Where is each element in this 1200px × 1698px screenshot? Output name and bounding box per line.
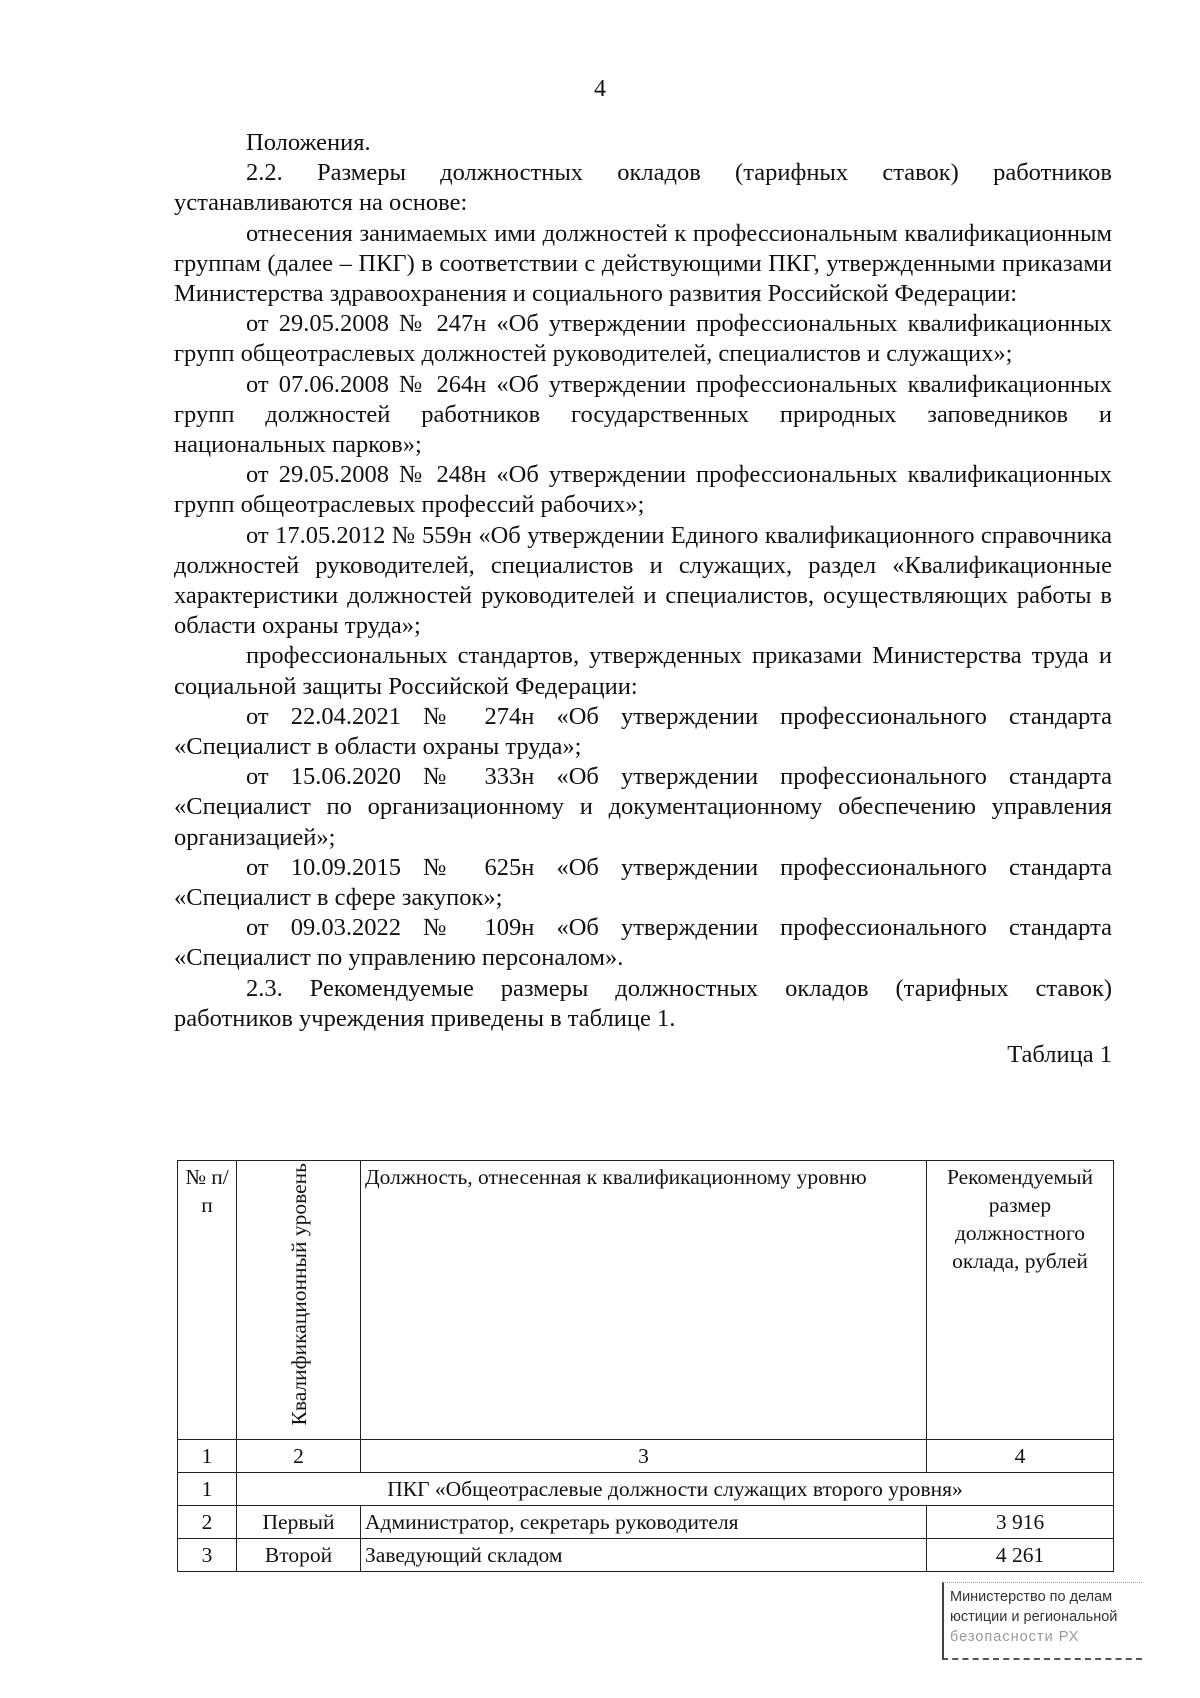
row-level: Первый bbox=[237, 1505, 361, 1538]
table-row bbox=[178, 1538, 1114, 1571]
header-salary: Рекомендуемый размер должностного оклада, рублей bbox=[927, 1161, 1114, 1440]
row-position: Заведующий складом bbox=[361, 1538, 927, 1571]
paragraph: от 10.09.2015 № 625н «Об утверждении профессионального стандарта «Специалист в сфере закупок»; bbox=[174, 853, 1112, 912]
row-salary: 3 916 bbox=[927, 1505, 1114, 1538]
paragraph: от 15.06.2020 № 333н «Об утверждении профессионального стандарта «Специалист по организационному и документационному обеспечению управления организацией»; bbox=[174, 763, 1112, 851]
registration-stamp bbox=[942, 1582, 1142, 1660]
paragraph: от 17.05.2012 № 559н «Об утверждении Единого квалификационного справочника должностей руководителей, специалистов и служащих, раздел «Квалификационные характеристики должностей руководителей и специалистов, осуществляющих работы в области охраны труда»; bbox=[174, 521, 1112, 640]
stamp-line: юстиции и региональной bbox=[950, 1609, 1118, 1625]
col-number: 1 bbox=[178, 1439, 237, 1472]
paragraph: отнесения занимаемых ими должностей к профессиональным квалификационным группам (далее – ПКГ) в соответствии с действующими ПКГ, утвержденными приказами Министерства здравоохранения и социального развития Российской Федерации: bbox=[174, 219, 1112, 308]
header-position: Должность, отнесенная к квалификационному уровню bbox=[361, 1161, 927, 1440]
group-row bbox=[178, 1472, 1114, 1505]
body-text bbox=[174, 128, 1112, 1070]
column-numbers-row bbox=[178, 1439, 1114, 1472]
paragraph: от 09.03.2022 № 109н «Об утверждении профессионального стандарта «Специалист по управлению персоналом». bbox=[174, 914, 1112, 972]
page-number: 4 bbox=[594, 76, 606, 102]
paragraph: от 22.04.2021 № 274н «Об утверждении профессионального стандарта «Специалист в области охраны труда»; bbox=[174, 702, 1112, 761]
paragraph: 2.3. Рекомендуемые размеры должностных окладов (тарифных ставок) работников учреждения приведены в таблице 1. bbox=[174, 974, 1112, 1032]
row-num: 2 bbox=[178, 1505, 237, 1538]
paragraph: 2.2. Размеры должностных окладов (тарифных ставок) работников устанавливаются на основе: bbox=[174, 159, 1112, 217]
table-caption: Таблица 1 bbox=[1007, 1041, 1112, 1069]
col-number: 2 bbox=[237, 1439, 361, 1472]
col-number: 3 bbox=[361, 1439, 927, 1472]
row-num: 3 bbox=[178, 1538, 237, 1571]
paragraph: от 07.06.2008 № 264н «Об утверждении профессиональных квалификационных групп должностей работников государственных природных заповедников и национальных парков»; bbox=[174, 370, 1112, 459]
paragraph: профессиональных стандартов, утвержденных приказами Министерства труда и социальной защиты Российской Федерации: bbox=[174, 642, 1112, 700]
header-level-text: Квалификационный уровень bbox=[286, 1163, 311, 1426]
header-num: № п/п bbox=[178, 1161, 237, 1440]
row-level: Второй bbox=[237, 1538, 361, 1571]
row-salary: 4 261 bbox=[927, 1538, 1114, 1571]
stamp-line: безопасности РХ bbox=[950, 1629, 1080, 1645]
header-level bbox=[237, 1161, 361, 1440]
col-number: 4 bbox=[927, 1439, 1114, 1472]
group-title: ПКГ «Общеотраслевые должности служащих второго уровня» bbox=[237, 1472, 1114, 1505]
group-num: 1 bbox=[178, 1472, 237, 1505]
table-header-row bbox=[178, 1161, 1114, 1440]
stamp-line: Министерство по делам bbox=[950, 1589, 1113, 1605]
paragraph: от 29.05.2008 № 248н «Об утверждении профессиональных квалификационных групп общеотраслевых профессий рабочих»; bbox=[174, 461, 1112, 519]
row-position: Администратор, секретарь руководителя bbox=[361, 1505, 927, 1538]
paragraph: от 29.05.2008 № 247н «Об утверждении профессиональных квалификационных групп общеотраслевых должностей руководителей, специалистов и служащих»; bbox=[174, 310, 1112, 368]
salary-table bbox=[177, 1160, 1114, 1572]
paragraph: Положения. bbox=[246, 129, 371, 156]
table-row bbox=[178, 1505, 1114, 1538]
